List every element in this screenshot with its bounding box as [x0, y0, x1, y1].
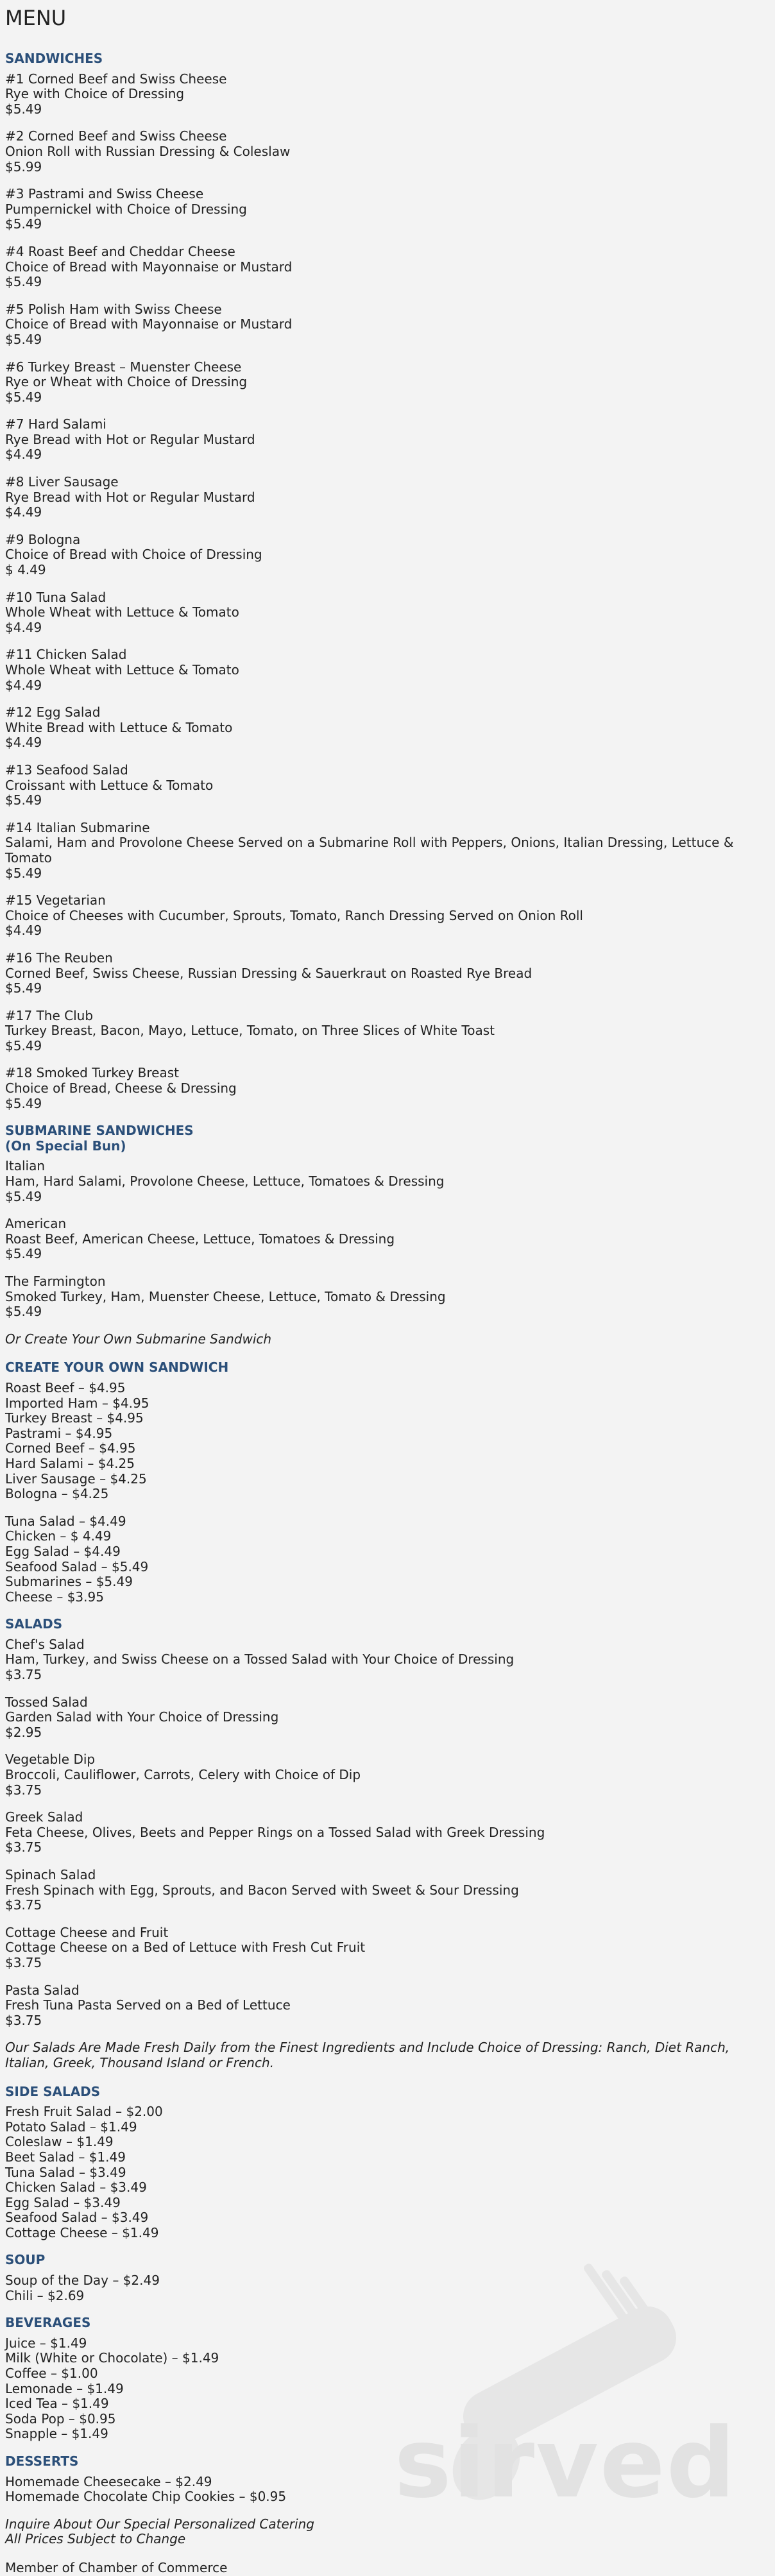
list-item: Coleslaw – $1.49 [5, 2134, 114, 2150]
item-name: #3 Pastrami and Swiss Cheese [5, 186, 204, 202]
menu-item [5, 590, 770, 636]
item-name: #9 Bologna [5, 531, 81, 547]
item-name: Pasta Salad [5, 1982, 80, 1998]
item-price: $5.49 [5, 1037, 42, 1053]
submarines-heading [5, 1123, 770, 1154]
item-description: Broccoli, Cauliflower, Carrots, Celery with Choice of Dip [5, 1767, 361, 1783]
side-salads-heading: SIDE SALADS [5, 2083, 101, 2099]
item-description: Garden Salad with Your Choice of Dressing [5, 1709, 279, 1725]
menu-item [5, 187, 770, 232]
page-title: MENU [5, 6, 67, 30]
item-price: $5.49 [5, 274, 42, 290]
item-name: #10 Tuna Salad [5, 589, 106, 605]
item-description: Salami, Ham and Provolone Cheese Served on a Submarine Roll with Peppers, Onions, Italian Dressing, Lettuce & Tomato [5, 835, 734, 866]
catering-note: Inquire About Our Special Personalized Catering [5, 2516, 314, 2532]
item-description: Whole Wheat with Lettuce & Tomato [5, 604, 239, 620]
list-item: Fresh Fruit Salad – $2.00 [5, 2104, 163, 2120]
item-price: $4.49 [5, 504, 42, 520]
item-description: Rye Bread with Hot or Regular Mustard [5, 489, 255, 505]
list-item: Lemonade – $1.49 [5, 2380, 124, 2396]
item-price: $2.95 [5, 1724, 42, 1740]
menu-item [5, 951, 770, 996]
item-price: $3.75 [5, 1897, 42, 1913]
menu-item [5, 1009, 770, 1054]
item-name: American [5, 1216, 67, 1232]
list-item: Egg Salad – $4.49 [5, 1543, 121, 1559]
item-description: Turkey Breast, Bacon, Mayo, Lettuce, Tomato, on Three Slices of White Toast [5, 1023, 495, 1039]
item-description: Choice of Cheeses with Cucumber, Sprouts, Tomato, Ranch Dressing Served on Onion Roll [5, 907, 583, 923]
item-description: Ham, Turkey, and Swiss Cheese on a Tossed Salad with Your Choice of Dressing [5, 1651, 515, 1668]
menu-item [5, 1695, 770, 1741]
beverages-list [5, 2336, 770, 2442]
item-price: $5.49 [5, 865, 42, 881]
item-price: $5.49 [5, 1246, 42, 1262]
item-name: #7 Hard Salami [5, 416, 106, 432]
list-item: Homemade Chocolate Chip Cookies – $0.95 [5, 2489, 287, 2505]
salads-section [5, 1617, 770, 2070]
list-item: Submarines – $5.49 [5, 1574, 133, 1590]
menu-item [5, 763, 770, 808]
item-description: White Bread with Lettuce & Tomato [5, 719, 233, 735]
item-name: #5 Polish Ham with Swiss Cheese [5, 301, 222, 317]
list-item: Juice – $1.49 [5, 2335, 87, 2351]
item-name: The Farmington [5, 1274, 106, 1289]
menu-item [5, 244, 770, 290]
menu-item [5, 360, 770, 405]
item-name: #6 Turkey Breast – Muenster Cheese [5, 359, 242, 375]
list-item: Corned Beef – $4.95 [5, 1440, 136, 1456]
item-price: $5.49 [5, 792, 42, 808]
side-salads-list [5, 2104, 770, 2240]
item-price: $5.49 [5, 1304, 42, 1320]
menu-item [5, 1752, 770, 1798]
item-name: #15 Vegetarian [5, 892, 106, 908]
item-name: #14 Italian Submarine [5, 819, 150, 835]
item-description: Rye with Choice of Dressing [5, 86, 185, 102]
menu-item [5, 1983, 770, 2029]
item-name: #1 Corned Beef and Swiss Cheese [5, 71, 227, 87]
item-description: Whole Wheat with Lettuce & Tomato [5, 662, 239, 678]
item-description: Choice of Bread, Cheese & Dressing [5, 1080, 237, 1096]
create-own-section [5, 1360, 770, 1605]
menu-item [5, 302, 770, 348]
chamber-member-note: Member of Chamber of Commerce [5, 2559, 228, 2575]
prices-note: All Prices Subject to Change [5, 2531, 186, 2547]
item-price: $5.99 [5, 158, 42, 175]
item-price: $4.49 [5, 735, 42, 751]
list-item: Homemade Cheesecake – $2.49 [5, 2473, 212, 2489]
item-description: Corned Beef, Swiss Cheese, Russian Dressing & Sauerkraut on Roasted Rye Bread [5, 965, 532, 981]
list-item: Milk (White or Chocolate) – $1.49 [5, 2350, 219, 2366]
list-item: Beet Salad – $1.49 [5, 2149, 126, 2165]
list-item: Tuna Salad – $3.49 [5, 2164, 126, 2180]
soup-heading: SOUP [5, 2252, 46, 2268]
item-description: Smoked Turkey, Ham, Muenster Cheese, Lettuce, Tomato & Dressing [5, 1288, 446, 1304]
list-item: Liver Sausage – $4.25 [5, 1471, 147, 1487]
menu-item [5, 647, 770, 693]
list-item: Hard Salami – $4.25 [5, 1455, 135, 1471]
menu-item [5, 1274, 770, 1320]
list-item: Snapple – $1.49 [5, 2426, 108, 2442]
menu-item [5, 475, 770, 520]
salads-heading: SALADS [5, 1616, 63, 1632]
list-item: Chili – $2.69 [5, 2287, 85, 2303]
item-description: Pumpernickel with Choice of Dressing [5, 201, 247, 217]
item-description: Cottage Cheese on a Bed of Lettuce with Fresh Cut Fruit [5, 1940, 366, 1956]
list-item: Pastrami – $4.95 [5, 1425, 113, 1441]
sandwiches-section [5, 51, 770, 1111]
item-name: #11 Chicken Salad [5, 647, 127, 663]
menu-item [5, 1868, 770, 1913]
menu-item [5, 129, 770, 175]
list-item: Seafood Salad – $5.49 [5, 1558, 149, 1574]
beverages-section [5, 2316, 770, 2442]
desserts-heading: DESSERTS [5, 2453, 79, 2469]
item-price: $4.49 [5, 619, 42, 635]
menu-item [5, 1066, 770, 1111]
menu-item [5, 1810, 770, 1855]
item-price: $5.49 [5, 1188, 42, 1204]
list-item: Potato Salad – $1.49 [5, 2119, 137, 2135]
menu-item [5, 893, 770, 939]
menu-item [5, 72, 770, 117]
item-price: $5.49 [5, 331, 42, 347]
item-price: $4.49 [5, 677, 42, 693]
item-description: Fresh Tuna Pasta Served on a Bed of Lettuce [5, 1997, 291, 2013]
list-item: Chicken – $ 4.49 [5, 1528, 112, 1544]
item-name: #2 Corned Beef and Swiss Cheese [5, 128, 227, 144]
item-price: $4.49 [5, 923, 42, 939]
list-item: Bologna – $4.25 [5, 1486, 109, 1502]
item-description: Ham, Hard Salami, Provolone Cheese, Lettuce, Tomatoes & Dressing [5, 1173, 445, 1190]
list-item: Seafood Salad – $3.49 [5, 2210, 149, 2226]
menu-item [5, 1925, 770, 1971]
sandwich-list [5, 72, 770, 1112]
menu-item [5, 1216, 770, 1262]
item-description: Rye or Wheat with Choice of Dressing [5, 374, 248, 390]
menu-item [5, 417, 770, 463]
create-own-heading: CREATE YOUR OWN SANDWICH [5, 1360, 229, 1376]
create-own-meats [5, 1381, 770, 1502]
beverages-heading: BEVERAGES [5, 2315, 91, 2331]
submarines-heading-text: SUBMARINE SANDWICHES [5, 1123, 194, 1139]
list-item: Iced Tea – $1.49 [5, 2396, 109, 2412]
item-name: Cottage Cheese and Fruit [5, 1924, 169, 1940]
item-name: Vegetable Dip [5, 1752, 96, 1768]
submarines-section [5, 1123, 770, 1347]
sandwiches-heading: SANDWICHES [5, 51, 103, 66]
list-item: Roast Beef – $4.95 [5, 1379, 126, 1395]
item-price: $3.75 [5, 2012, 42, 2028]
desserts-section [5, 2454, 770, 2505]
item-price: $ 4.49 [5, 562, 46, 578]
item-description: Fresh Spinach with Egg, Sprouts, and Bacon Served with Sweet & Sour Dressing [5, 1882, 519, 1898]
list-item: Tuna Salad – $4.49 [5, 1513, 126, 1529]
submarine-note: Or Create Your Own Submarine Sandwich [5, 1331, 272, 1347]
item-name: #16 The Reuben [5, 950, 113, 966]
menu-item [5, 705, 770, 751]
item-price: $4.49 [5, 447, 42, 463]
item-price: $3.75 [5, 1782, 42, 1798]
soup-list [5, 2273, 770, 2303]
item-name: #18 Smoked Turkey Breast [5, 1065, 179, 1081]
item-price: $5.49 [5, 980, 42, 996]
item-price: $5.49 [5, 216, 42, 232]
item-description: Rye Bread with Hot or Regular Mustard [5, 431, 255, 447]
item-name: Chef's Salad [5, 1636, 85, 1652]
submarines-subheading: (On Special Bun) [5, 1138, 126, 1154]
soup-section [5, 2253, 770, 2303]
item-description: Onion Roll with Russian Dressing & Coleslaw [5, 143, 291, 159]
list-item: Imported Ham – $4.95 [5, 1395, 149, 1411]
item-price: $3.75 [5, 1954, 42, 1970]
item-name: #13 Seafood Salad [5, 762, 128, 778]
item-description: Croissant with Lettuce & Tomato [5, 777, 214, 793]
list-item: Egg Salad – $3.49 [5, 2194, 121, 2210]
item-name: Spinach Salad [5, 1867, 96, 1882]
menu-item [5, 821, 770, 881]
list-item: Cottage Cheese – $1.49 [5, 2224, 159, 2240]
item-description: Feta Cheese, Olives, Beets and Pepper Rings on a Tossed Salad with Greek Dressing [5, 1824, 545, 1840]
create-own-salads [5, 1514, 770, 1605]
item-name: #17 The Club [5, 1007, 94, 1023]
item-name: Tossed Salad [5, 1694, 88, 1710]
menu-item [5, 1159, 770, 1204]
list-item: Chicken Salad – $3.49 [5, 2179, 147, 2196]
item-price: $3.75 [5, 1839, 42, 1855]
item-name: #4 Roast Beef and Cheddar Cheese [5, 243, 235, 259]
item-price: $5.49 [5, 1095, 42, 1111]
item-price: $3.75 [5, 1667, 42, 1683]
salads-note: Our Salads Are Made Fresh Daily from the Finest Ingredients and Include Choice of Dressing: Ranch, Diet Ranch, Italian, Greek, Thousand Island or French. [5, 2040, 730, 2070]
sirved-watermark: sirved [394, 2408, 737, 2520]
list-item: Soup of the Day – $2.49 [5, 2273, 160, 2289]
item-description: Roast Beef, American Cheese, Lettuce, Tomatoes & Dressing [5, 1231, 395, 1247]
list-item: Coffee – $1.00 [5, 2366, 98, 2382]
item-name: #12 Egg Salad [5, 704, 101, 721]
desserts-list [5, 2475, 770, 2505]
item-name: Italian [5, 1158, 46, 1174]
item-name: #8 Liver Sausage [5, 474, 119, 490]
closing-notes [5, 2517, 770, 2547]
item-description: Choice of Bread with Mayonnaise or Mustard [5, 316, 293, 332]
item-price: $5.49 [5, 389, 42, 405]
list-item: Soda Pop – $0.95 [5, 2410, 116, 2427]
item-name: Greek Salad [5, 1809, 83, 1825]
list-item: Turkey Breast – $4.95 [5, 1410, 144, 1426]
submarine-list [5, 1159, 770, 1319]
item-description: Choice of Bread with Choice of Dressing [5, 547, 262, 563]
side-salads-section [5, 2085, 770, 2241]
item-price: $5.49 [5, 101, 42, 117]
salad-list [5, 1637, 770, 2028]
list-item: Cheese – $3.95 [5, 1589, 104, 1605]
menu-item [5, 1637, 770, 1683]
item-description: Choice of Bread with Mayonnaise or Mustard [5, 259, 293, 275]
menu-item [5, 533, 770, 578]
